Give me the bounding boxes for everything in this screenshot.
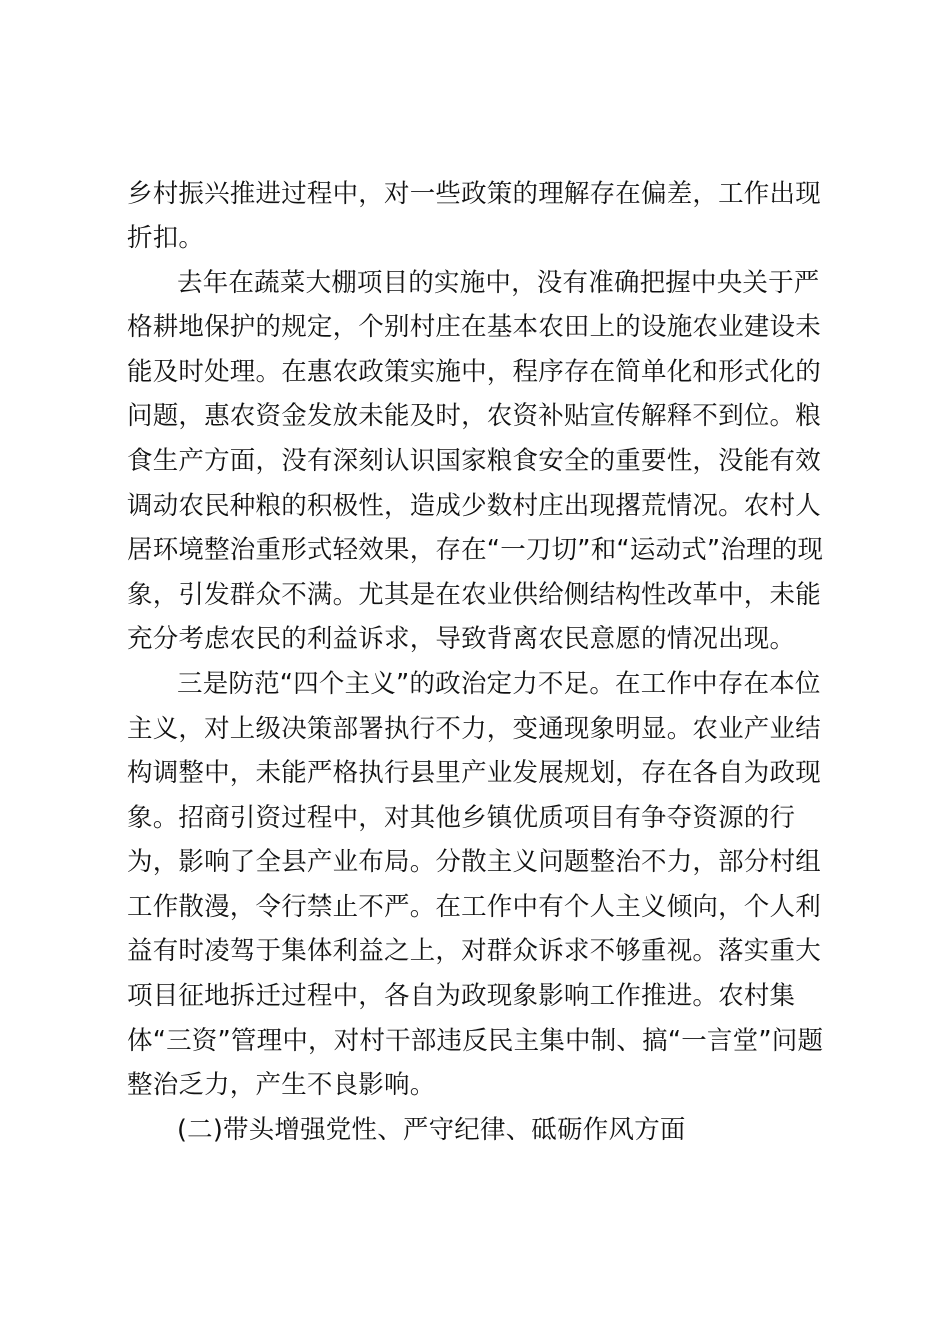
text-line: 构调整中，未能严格执行县里产业发展规划，存在各自为政现: [127, 758, 821, 788]
text-line: 食生产方面，没有深刻认识国家粮食安全的重要性，没能有效: [127, 446, 821, 476]
text-line: 格耕地保护的规定，个别村庄在基本农田上的设施农业建设未: [127, 312, 821, 342]
text-line: 益有时凌驾于集体利益之上，对群众诉求不够重视。落实重大: [127, 936, 821, 966]
text-line: 象。招商引资过程中，对其他乡镇优质项目有争夺资源的行: [127, 803, 796, 833]
text-line: 项目征地拆迁过程中，各自为政现象影响工作推进。农村集: [127, 981, 796, 1011]
text-line: 整治乏力，产生不良影响。: [127, 1070, 436, 1100]
paragraph-start-line: 去年在蔬菜大棚项目的实施中，没有准确把握中央关于严: [177, 268, 820, 298]
text-line: 乡村振兴推进过程中，对一些政策的理解存在偏差，工作出现: [127, 179, 821, 209]
text-line: 问题，惠农资金发放未能及时，农资补贴宣传解释不到位。粮: [127, 401, 821, 431]
text-line: 居环境整治重形式轻效果，存在“一刀切”和“运动式”治理的现: [127, 535, 824, 565]
text-line: 主义，对上级决策部署执行不力，变通现象明显。农业产业结: [127, 714, 821, 744]
text-line: 象，引发群众不满。尤其是在农业供给侧结构性改革中，未能: [127, 580, 821, 610]
text-line: 体“三资”管理中，对村干部违反民主集中制、搞“一言堂”问题: [127, 1026, 824, 1056]
text-line: 为，影响了全县产业布局。分散主义问题整治不力，部分村组: [127, 847, 821, 877]
text-line: 工作散漫，令行禁止不严。在工作中有个人主义倾向，个人利: [127, 892, 821, 922]
text-line: 能及时处理。在惠农政策实施中，程序存在简单化和形式化的: [127, 357, 821, 387]
section-heading: (二)带头增强党性、严守纪律、砥砺作风方面: [177, 1115, 686, 1145]
paragraph-start-line: 三是防范“四个主义”的政治定力不足。在工作中存在本位: [177, 669, 821, 699]
text-line: 充分考虑农民的利益诉求，导致背离农民意愿的情况出现。: [127, 624, 796, 654]
text-line: 折扣。: [127, 223, 205, 253]
text-line: 调动农民种粮的积极性，造成少数村庄出现撂荒情况。农村人: [127, 491, 821, 521]
